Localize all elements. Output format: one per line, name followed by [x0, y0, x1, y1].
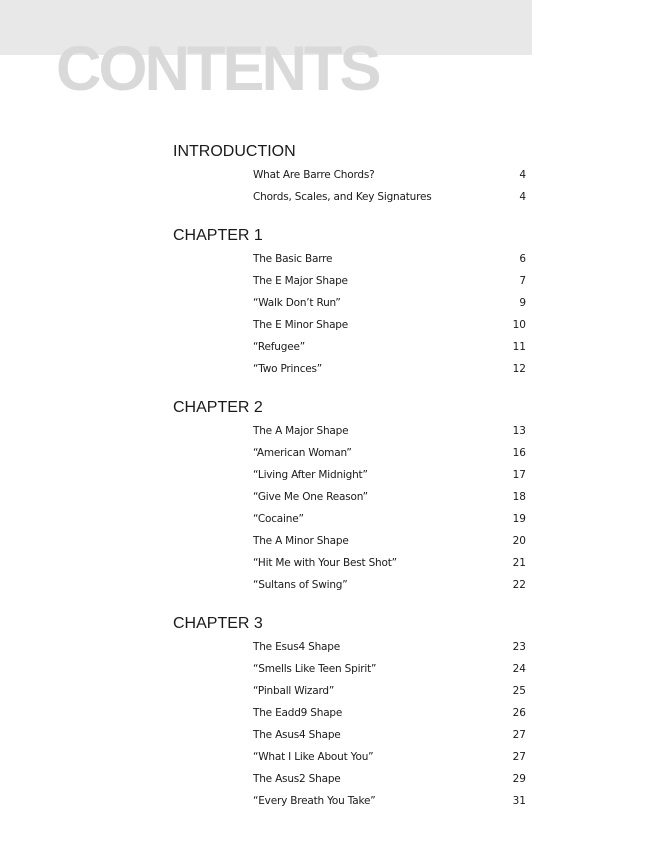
entry-page-number: 12	[512, 363, 526, 375]
entry-title: The Eadd9 Shape	[253, 707, 343, 719]
entry-page-number: 31	[512, 795, 526, 807]
entry-title: “American Woman”	[253, 447, 352, 459]
entry-page-number: 20	[512, 535, 526, 547]
entry-page-number: 23	[512, 641, 526, 653]
entry-page-number: 6	[519, 253, 526, 265]
entry-page-number: 16	[512, 447, 526, 459]
toc-entry	[253, 252, 526, 266]
toc-entry	[253, 318, 526, 332]
entry-title: “Walk Don’t Run”	[253, 297, 341, 309]
entry-title: Chords, Scales, and Key Signatures	[253, 191, 432, 203]
section-heading: INTRODUCTION	[173, 143, 296, 160]
entry-page-number: 18	[512, 491, 526, 503]
toc-entry	[253, 534, 526, 548]
entry-title: “Smells Like Teen Spirit”	[253, 663, 377, 675]
entry-page-number: 21	[512, 557, 526, 569]
entry-title: “Sultans of Swing”	[253, 579, 348, 591]
entry-title: The E Major Shape	[253, 275, 348, 287]
entry-title: The A Minor Shape	[253, 535, 349, 547]
entry-title: “Living After Midnight”	[253, 469, 368, 481]
toc-entry	[253, 468, 526, 482]
entry-page-number: 29	[512, 773, 526, 785]
entry-title: “Give Me One Reason”	[253, 491, 368, 503]
entry-title: The Esus4 Shape	[253, 641, 340, 653]
entry-title: “Every Breath You Take”	[253, 795, 376, 807]
toc-entry	[253, 490, 526, 504]
entry-page-number: 27	[512, 729, 526, 741]
toc-entry	[253, 684, 526, 698]
toc-entry	[253, 556, 526, 570]
section-heading: CHAPTER 3	[173, 615, 263, 632]
toc-entry	[253, 728, 526, 742]
entry-page-number: 27	[512, 751, 526, 763]
toc-entry	[253, 640, 526, 654]
entry-page-number: 19	[512, 513, 526, 525]
toc-entry	[253, 794, 526, 808]
toc-entry	[253, 424, 526, 438]
entry-title: “Pinball Wizard”	[253, 685, 335, 697]
entry-page-number: 17	[512, 469, 526, 481]
entry-title: The E Minor Shape	[253, 319, 349, 331]
entry-title: What Are Barre Chords?	[253, 169, 375, 181]
entry-title: The Asus2 Shape	[253, 773, 341, 785]
entry-title: “Refugee”	[253, 341, 305, 353]
entry-page-number: 22	[512, 579, 526, 591]
toc-entry	[253, 274, 526, 288]
entry-title: “Two Princes”	[253, 363, 323, 375]
toc-entry	[253, 772, 526, 786]
entry-page-number: 13	[512, 425, 526, 437]
entry-page-number: 4	[519, 169, 526, 181]
page-title: CONTENTS	[56, 34, 379, 104]
toc-entry	[253, 662, 526, 676]
entry-title: “Hit Me with Your Best Shot”	[253, 557, 397, 569]
section-heading: CHAPTER 1	[173, 227, 263, 244]
toc-entry	[253, 578, 526, 592]
toc-entry	[253, 706, 526, 720]
entry-title: “Cocaine”	[253, 513, 304, 525]
entry-page-number: 7	[519, 275, 526, 287]
toc-entry	[253, 296, 526, 310]
entry-title: The A Major Shape	[253, 425, 349, 437]
toc-entry	[253, 190, 526, 204]
entry-title: The Basic Barre	[253, 253, 333, 265]
entry-page-number: 25	[512, 685, 526, 697]
section-heading: CHAPTER 2	[173, 399, 263, 416]
entry-page-number: 24	[512, 663, 526, 675]
entry-page-number: 11	[512, 341, 526, 353]
entry-page-number: 10	[512, 319, 526, 331]
toc-entry	[253, 512, 526, 526]
entry-title: “What I Like About You”	[253, 751, 374, 763]
toc-entry	[253, 168, 526, 182]
toc-entry	[253, 362, 526, 376]
entry-page-number: 9	[519, 297, 526, 309]
entry-title: The Asus4 Shape	[253, 729, 341, 741]
entry-page-number: 26	[512, 707, 526, 719]
toc-entry	[253, 446, 526, 460]
entry-page-number: 4	[519, 191, 526, 203]
toc-entry	[253, 750, 526, 764]
toc-entry	[253, 340, 526, 354]
